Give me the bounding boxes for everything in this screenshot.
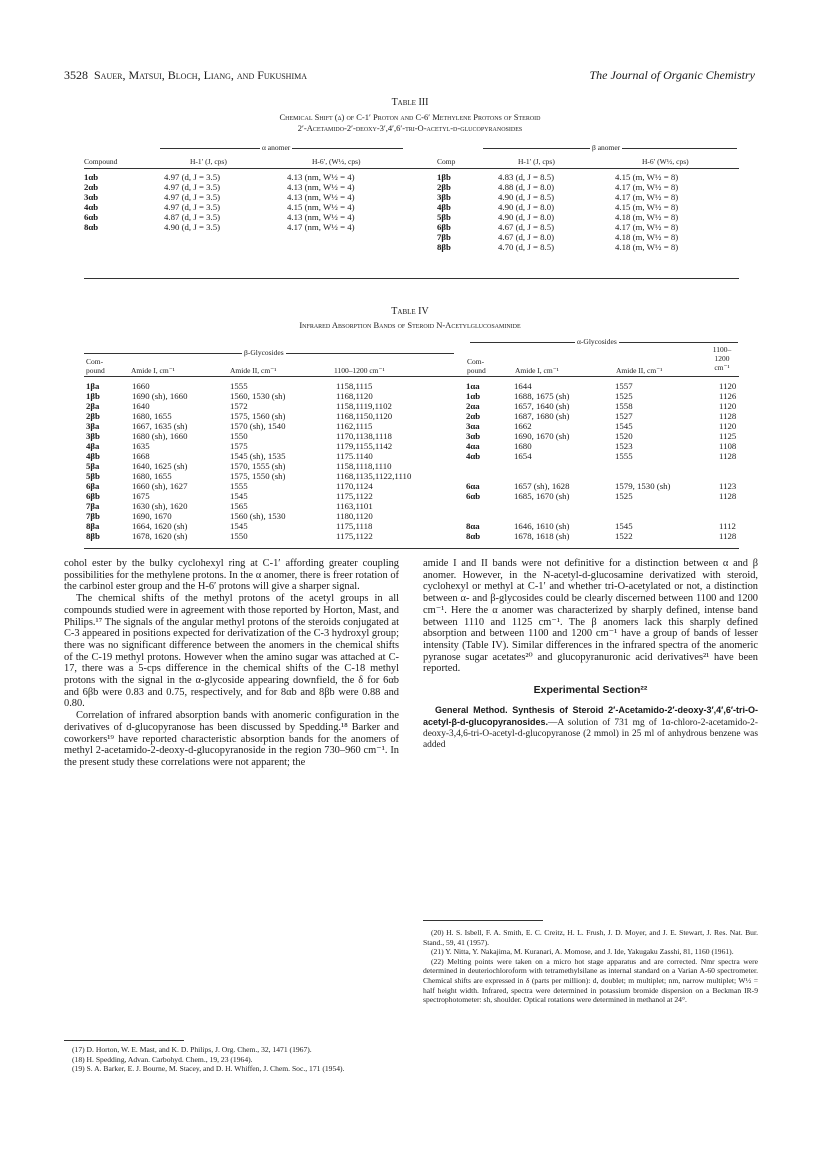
t4-row	[86, 511, 747, 521]
t3-cell: 4.90 (d, J = 8.0)	[498, 202, 555, 212]
t3-cell: 6αb	[84, 212, 99, 222]
t4-cell	[514, 501, 615, 511]
t3-cell: 4.97 (d, J = 3.5)	[164, 172, 221, 182]
t4-cell: 2βb	[86, 411, 100, 421]
t4-cell: 1525	[615, 491, 633, 501]
t4-cell: 1570 (sh), 1540	[230, 421, 286, 431]
t4-cell: 1690, 1670	[132, 511, 172, 521]
header-left	[64, 68, 307, 83]
table3-header-rule	[84, 168, 739, 169]
table3-body	[84, 172, 735, 252]
t4-cell: 1168,1135,1122,1110	[336, 471, 412, 481]
t4-cell: 2βa	[86, 401, 100, 411]
t3-cell: 4.18 (m, W½ = 8)	[615, 242, 679, 252]
t4-cell: 1664, 1620 (sh)	[132, 521, 188, 531]
t4-cell: 1120	[719, 401, 737, 411]
t4-row	[86, 471, 747, 481]
t4-row	[86, 461, 747, 471]
t3-cell: 4βb	[437, 202, 451, 212]
t4-cell: 1560, 1530 (sh)	[230, 391, 286, 401]
t4-cell: 1660	[132, 381, 150, 391]
left-paragraph-1: cohol ester by the bulky cyclohexyl ring at C-1′ affording greater coupling possibilities for the methylene protons. In the α anomer, there is freer rotation of the carbinol ester group and the H-6′ protons will give a sharper signal.	[64, 558, 399, 593]
t3-cell: 4.88 (d, J = 8.0)	[498, 182, 555, 192]
t3-cell: 4.18 (m, W½ = 8)	[615, 232, 679, 242]
t4-row	[86, 401, 747, 411]
t4-cell	[466, 511, 514, 521]
t3-cell: 4.83 (d, J = 8.5)	[498, 172, 555, 182]
right-paragraph-2	[423, 705, 758, 751]
t4-cell: 1662	[514, 421, 532, 431]
t4-cell: 1179,1155,1142	[336, 441, 393, 451]
t3-cell: 1αb	[84, 172, 99, 182]
t3-cell	[84, 242, 164, 252]
t4-cell: 3αa	[466, 421, 480, 431]
t4-col-range-b: 1100–1200 cm⁻¹	[334, 366, 385, 375]
t4-cell: 1168,1150,1120	[336, 411, 393, 421]
t4-col-compound-b: Com- pound	[86, 357, 105, 375]
t4-cell: 1675	[132, 491, 150, 501]
t4-cell: 1680, 1655	[132, 471, 172, 481]
t3-cell: 1βb	[437, 172, 451, 182]
t4-cell: 4αb	[466, 451, 481, 461]
t4-cell: 1523	[615, 441, 633, 451]
t4-cell: 2αa	[466, 401, 480, 411]
t4-cell: 6αb	[466, 491, 481, 501]
t4-cell: 1175,1122	[336, 491, 373, 501]
left-paragraph-2: The chemical shifts of the methyl protons of the acetyl groups in all compounds studied were in agreement with those reported by Horton, Mast, and Philips.¹⁷ The signals of the angular methyl protons of the steroids conjugated at C-3 appeared in positions expected for derivatization of the C-3 hydroxyl group; there was no significant difference between the anomers in the chemical shifts of the C-19 methyl protons. However when the amino sugar was attached at C-17, there was a 5-cps difference in the chemical shifts of the C-18 methyl protons with the signal in the α-glycoside appearing downfield, the δ for 6αb and 6βb were 0.83 and 0.75, respectively, and for 8αb and 8βb were 0.88 and 0.80.	[64, 593, 400, 710]
t3-cell: 6βb	[437, 222, 451, 232]
t4-row	[86, 521, 747, 531]
method-title: General Method. Synthesis of Steroid 2′-Acetamido-2′-deoxy-3′,4′,6′-tri-O-acetyl-β-d-glucopyranosides.	[423, 704, 758, 727]
table4-body	[86, 381, 747, 541]
t3-cell: 2αb	[84, 182, 99, 192]
t4-cell: 1545	[230, 521, 248, 531]
right-footnotes	[423, 928, 758, 1005]
t4-cell: 1555	[230, 481, 248, 491]
t4-cell: 1128	[719, 531, 737, 541]
t3-cell: 4.97 (d, J = 3.5)	[164, 192, 221, 202]
t4-col-amide2-a: Amide II, cm⁻¹	[616, 366, 663, 375]
t3-row	[84, 182, 735, 192]
t4-cell: 1668	[132, 451, 150, 461]
t4-cell: 1688, 1675 (sh)	[514, 391, 570, 401]
t3-cell	[287, 232, 437, 242]
left-footnote-rule	[64, 1040, 184, 1041]
t3-cell: 4.13 (nm, W½ = 4)	[287, 182, 355, 192]
t4-cell: 1527	[615, 411, 633, 421]
t4-cell: 1690, 1670 (sh)	[514, 431, 570, 441]
t3-cell: 4.90 (d, J = 8.0)	[498, 212, 555, 222]
t3-cell: 4.67 (d, J = 8.5)	[498, 222, 555, 232]
table4-title: Infrared Absorption Bands of Steroid N-Acetylglucosaminide	[299, 320, 521, 330]
t4-cell: 1125	[719, 431, 737, 441]
t4-cell: 8αa	[466, 521, 480, 531]
t3-cell: 4.97 (d, J = 3.5)	[164, 202, 221, 212]
t4-cell: 1158,1119,1102	[336, 401, 392, 411]
t4-cell: 8βb	[86, 531, 100, 541]
t4-cell	[514, 461, 615, 471]
t4-cell: 1572	[230, 401, 248, 411]
table3-title1: Chemical Shift (δ) of C-1′ Proton and C-6′ Methylene Protons of Steroid	[279, 112, 541, 122]
t4-cell: 1560 (sh), 1530	[230, 511, 286, 521]
right-column	[423, 558, 758, 751]
t3-cell: 4.17 (m, W½ = 8)	[615, 192, 679, 202]
t4-cell: 1640, 1625 (sh)	[132, 461, 188, 471]
t3-cell: 4.17 (m, W½ = 8)	[615, 182, 679, 192]
t4-cell: 3βb	[86, 431, 100, 441]
left-paragraph-3: Correlation of infrared absorption bands with anomeric configuration in the derivatives of d-glucopyranose has been discussed by Spedding.¹⁸ Barker and coworkers¹⁹ have reported characteristic absorption bands for the anomers of methyl 2-acetamido-2-deoxy-d-glucopyranoside in the region 730–960 cm⁻¹. In the present study these correlations were not apparent; the	[64, 710, 399, 768]
t3-cell: 4.15 (nm, W½ = 4)	[287, 202, 355, 212]
t4-cell: 1654	[514, 451, 532, 461]
t4-cell: 1579, 1530 (sh)	[615, 481, 671, 491]
t4-cell: 4αa	[466, 441, 480, 451]
t4-cell: 1120	[719, 381, 737, 391]
t4-cell	[514, 471, 615, 481]
table4-header-rule	[84, 376, 739, 377]
t4-row	[86, 451, 747, 461]
t4-cell: 1575, 1560 (sh)	[230, 411, 286, 421]
t4-cell: 8βa	[86, 521, 100, 531]
footnote-17: (17) D. Horton, W. E. Mast, and K. D. Philips, J. Org. Chem., 32, 1471 (1967).	[72, 1045, 312, 1054]
t4-cell: 1678, 1620 (sh)	[132, 531, 188, 541]
t4-cell: 1163,1101	[336, 501, 373, 511]
t4-cell: 1575	[230, 441, 248, 451]
t4-cell: 1120	[719, 421, 737, 431]
t4-cell: 1128	[719, 411, 737, 421]
t4-cell: 1123	[719, 481, 737, 491]
t4-cell: 1128	[719, 491, 737, 501]
t4-cell: 4βb	[86, 451, 100, 461]
right-paragraph-1: amide I and II bands were not definitive for a distinction between α and β anomer. However, in the N-acetyl-d-glucosamine derivatized with steroid, cyclohexyl or methyl at C-1′ and whether tri-O-acetylated or not, a distinction between α- and β-glycosides could be clearly discerned between 1100 and 1200 cm⁻¹. Here the α anomer was characterized by sharply defined, intense band between 1110 and 1125 cm⁻¹. The β anomers lack this sharply defined absorption and between 1100 and 1200 cm⁻¹ have a group of bands of lesser intensity (Table IV). Similar differences in the infrared spectra of the anomeric pyranose sugar acetates²⁰ and glucopyranuronic acid derivatives²¹ have been reported.	[423, 558, 758, 675]
t3-cell: 4.17 (nm, W½ = 4)	[287, 222, 355, 232]
t4-cell	[719, 511, 747, 521]
t4-cell: 7βa	[86, 501, 100, 511]
footnote-20: (20) H. S. Isbell, F. A. Smith, E. C. Creitz, H. L. Frush, J. D. Moyer, and J. E. Stewart, J. Res. Nat. Bur. Stand., 59, 41 (1957).	[423, 928, 758, 947]
table4-group-alpha: α-Glycosides	[577, 337, 617, 346]
running-header	[64, 68, 755, 84]
t3-cell: 4.17 (m, W½ = 8)	[615, 222, 679, 232]
t4-cell: 1667, 1635 (sh)	[132, 421, 188, 431]
t4-cell: 1550	[230, 431, 248, 441]
t3-row	[84, 192, 735, 202]
t4-cell	[466, 501, 514, 511]
t4-cell	[719, 461, 747, 471]
t4-row	[86, 531, 747, 541]
t4-col-amide2-b: Amide II, cm⁻¹	[230, 366, 277, 375]
t3-cell: 4.90 (d, J = 3.5)	[164, 222, 221, 232]
t4-cell: 1660 (sh), 1627	[132, 481, 188, 491]
t4-cell: 1678, 1618 (sh)	[514, 531, 570, 541]
t3-row	[84, 202, 735, 212]
t3-cell	[164, 232, 287, 242]
t4-cell: 5βa	[86, 461, 100, 471]
t4-cell	[615, 501, 719, 511]
t4-cell: 6βa	[86, 481, 100, 491]
t4-cell: 1180,1120	[336, 511, 373, 521]
t4-cell: 1126	[719, 391, 737, 401]
t4-cell: 1555	[615, 451, 633, 461]
t4-cell: 1680 (sh), 1660	[132, 431, 188, 441]
t3-row	[84, 212, 735, 222]
t4-col-amide1-a: Amide I, cm⁻¹	[515, 366, 559, 375]
t3-cell: 4αb	[84, 202, 99, 212]
t4-cell: 1158,1115	[336, 381, 373, 391]
t4-cell: 1545	[230, 491, 248, 501]
t3-cell: 7βb	[437, 232, 451, 242]
t4-cell: 1657 (sh), 1628	[514, 481, 570, 491]
right-footnote-rule	[423, 920, 543, 921]
table3-bottom-rule	[84, 278, 739, 279]
t3-cell	[84, 232, 164, 242]
t4-cell: 1557	[615, 381, 633, 391]
t3-cell: 4.13 (nm, W½ = 4)	[287, 192, 355, 202]
t4-cell: 1687, 1680 (sh)	[514, 411, 570, 421]
t3-col-h1-alpha: H-1′ (J, cps)	[190, 157, 227, 166]
t4-cell	[514, 511, 615, 521]
t4-cell: 1657, 1640 (sh)	[514, 401, 570, 411]
t4-cell: 1108	[719, 441, 737, 451]
t4-cell: 1βb	[86, 391, 100, 401]
t3-cell: 4.97 (d, J = 3.5)	[164, 182, 221, 192]
t3-cell: 3αb	[84, 192, 99, 202]
t4-cell: 1520	[615, 431, 633, 441]
t3-cell: 5βb	[437, 212, 451, 222]
t4-cell: 1168,1120	[336, 391, 373, 401]
t4-cell: 1635	[132, 441, 150, 451]
t3-row	[84, 232, 735, 242]
t3-cell: 4.87 (d, J = 3.5)	[164, 212, 221, 222]
t3-cell: 2βb	[437, 182, 451, 192]
t4-cell: 1680	[514, 441, 532, 451]
header-authors: Sauer, Matsui, Bloch, Liang, and Fukushima	[94, 68, 308, 82]
t4-cell: 1170,1124	[336, 481, 373, 491]
t4-cell: 3αb	[466, 431, 481, 441]
t3-col-comp: Comp	[437, 157, 456, 166]
t4-row	[86, 441, 747, 451]
t4-cell: 1644	[514, 381, 532, 391]
t3-cell: 4.67 (d, J = 8.0)	[498, 232, 555, 242]
t4-row	[86, 431, 747, 441]
t4-cell: 1175,1122	[336, 531, 373, 541]
t4-cell: 1565	[230, 501, 248, 511]
t4-cell	[615, 471, 719, 481]
t3-cell: 8βb	[437, 242, 451, 252]
t3-col-h6-beta: H-6′ (W½, cps)	[642, 157, 689, 166]
experimental-section-heading: Experimental Section²²	[533, 684, 648, 697]
t4-cell: 7βb	[86, 511, 100, 521]
t4-cell: 6βb	[86, 491, 100, 501]
t3-cell: 4.13 (nm, W½ = 4)	[287, 212, 355, 222]
t4-cell: 1158,1118,1110	[336, 461, 392, 471]
t4-cell: 1αb	[466, 391, 481, 401]
t4-row	[86, 381, 747, 391]
t4-cell: 2αb	[466, 411, 481, 421]
table3-title2: 2′-Acetamido-2′-deoxy-3′,4′,6′-tri-O-acetyl-d-glucopyranosides	[297, 123, 523, 133]
left-footnotes	[64, 1045, 399, 1074]
t4-cell: 1558	[615, 401, 633, 411]
t4-cell: 1630 (sh), 1620	[132, 501, 188, 511]
t4-col-amide1-b: Amide I, cm⁻¹	[131, 366, 175, 375]
t3-row	[84, 172, 735, 182]
table3-group-alpha: α anomer	[262, 143, 291, 152]
t3-cell: 4.90 (d, J = 8.5)	[498, 192, 555, 202]
t4-row	[86, 421, 747, 431]
t4-cell: 1175.1140	[336, 451, 373, 461]
t4-cell: 1525	[615, 391, 633, 401]
t3-cell: 4.15 (m, W½ = 8)	[615, 202, 679, 212]
t3-cell: 4.18 (m, W½ = 8)	[615, 212, 679, 222]
footnote-21: (21) Y. Nitta, Y. Nakajima, M. Kuranari, A. Momose, and J. Ide, Yakugaku Zasshi, 81, 1160 (1961).	[431, 947, 734, 957]
t4-cell: 1646, 1610 (sh)	[514, 521, 570, 531]
t3-cell: 3βb	[437, 192, 451, 202]
t4-cell: 1555	[230, 381, 248, 391]
t4-cell: 1128	[719, 451, 737, 461]
t4-row	[86, 411, 747, 421]
t3-cell	[164, 242, 287, 252]
t4-cell: 1162,1115	[336, 421, 373, 431]
t4-cell	[615, 461, 719, 471]
t4-cell: 6αa	[466, 481, 480, 491]
table4-label: Table IV	[391, 306, 429, 317]
t3-row	[84, 242, 735, 252]
t3-row	[84, 222, 735, 232]
t4-cell: 1575, 1550 (sh)	[230, 471, 286, 481]
t4-cell: 1522	[615, 531, 633, 541]
t4-row	[86, 501, 747, 511]
t4-cell: 1690 (sh), 1660	[132, 391, 188, 401]
t4-cell: 1175,1118	[336, 521, 373, 531]
t4-cell: 1640	[132, 401, 150, 411]
t4-cell: 8αb	[466, 531, 481, 541]
t3-cell: 8αb	[84, 222, 99, 232]
t3-cell: 4.13 (nm, W½ = 4)	[287, 172, 355, 182]
t4-cell: 5βb	[86, 471, 100, 481]
t4-col-range-a: 1100– 1200 cm⁻¹	[712, 345, 732, 372]
t4-cell	[719, 471, 747, 481]
t4-row	[86, 391, 747, 401]
page-number: 3528	[64, 68, 88, 82]
table4-group-beta: β-Glycosides	[244, 348, 284, 357]
t4-cell: 1βa	[86, 381, 100, 391]
t4-cell	[615, 511, 719, 521]
t4-cell: 1685, 1670 (sh)	[514, 491, 570, 501]
footnote-19: (19) S. A. Barker, E. J. Bourne, M. Stacey, and D. H. Whiffen, J. Chem. Soc., 171 (1954).	[72, 1064, 345, 1074]
t3-col-compound: Compound	[84, 157, 118, 166]
t4-cell	[719, 501, 747, 511]
footnote-22: (22) Melting points were taken on a micro hot stage apparatus and are corrected. Nmr spectra were determined in deuteriochloroform with tetramethylsilane as internal standard on a Varian A-60 spectrometer. Chemical shifts are expressed in δ (parts per million): d, doublet; m multiplet; nm, narrow multiplet; W½ = half height width. Infrared, spectra were determined in potassium bromide dispersion on a Beckman IR-9 spectrophotometer: sh, shoulder. Optical rotations were determined in methanol at 24°.	[423, 956, 758, 1005]
method-text: —A solution of 731 mg of 1α-chloro-2-acetamido-2-deoxy-3,4,6-tri-O-acetyl-d-glucopyranose (2 mmol) in 25 ml of anhydrous benzene was added	[423, 717, 758, 750]
t4-cell: 1550	[230, 531, 248, 541]
t4-row	[86, 491, 747, 501]
footnote-18: (18) H. Spedding, Advan. Carbohyd. Chem., 19, 23 (1964).	[72, 1054, 253, 1064]
t4-cell	[466, 461, 514, 471]
t4-cell: 1545	[615, 521, 633, 531]
t4-cell: 3βa	[86, 421, 100, 431]
t4-cell: 1545	[615, 421, 633, 431]
table3-group-beta: β anomer	[592, 143, 621, 152]
t4-cell: 1αa	[466, 381, 480, 391]
t4-cell: 4βa	[86, 441, 100, 451]
t3-cell: 4.15 (m, W½ = 8)	[615, 172, 679, 182]
t4-cell: 1170,1138,1118	[336, 431, 392, 441]
t3-cell: 4.70 (d, J = 8.5)	[498, 242, 555, 252]
journal-name: The Journal of Organic Chemistry	[589, 68, 755, 82]
t3-col-h1-beta: H-1′ (J, cps)	[518, 157, 555, 166]
t4-row	[86, 481, 747, 491]
left-column	[64, 558, 399, 769]
table3-label: Table III	[391, 97, 429, 108]
t4-cell: 1112	[719, 521, 736, 531]
t4-cell: 1570, 1555 (sh)	[230, 461, 286, 471]
table4-bottom-rule	[84, 548, 739, 549]
t3-cell	[287, 242, 437, 252]
t3-col-h6-alpha: H-6′, (W½, cps)	[312, 157, 361, 166]
t4-cell: 1545 (sh), 1535	[230, 451, 286, 461]
t4-cell	[466, 471, 514, 481]
t4-cell: 1680, 1655	[132, 411, 172, 421]
t4-col-compound-a: Com- pound	[467, 357, 486, 375]
